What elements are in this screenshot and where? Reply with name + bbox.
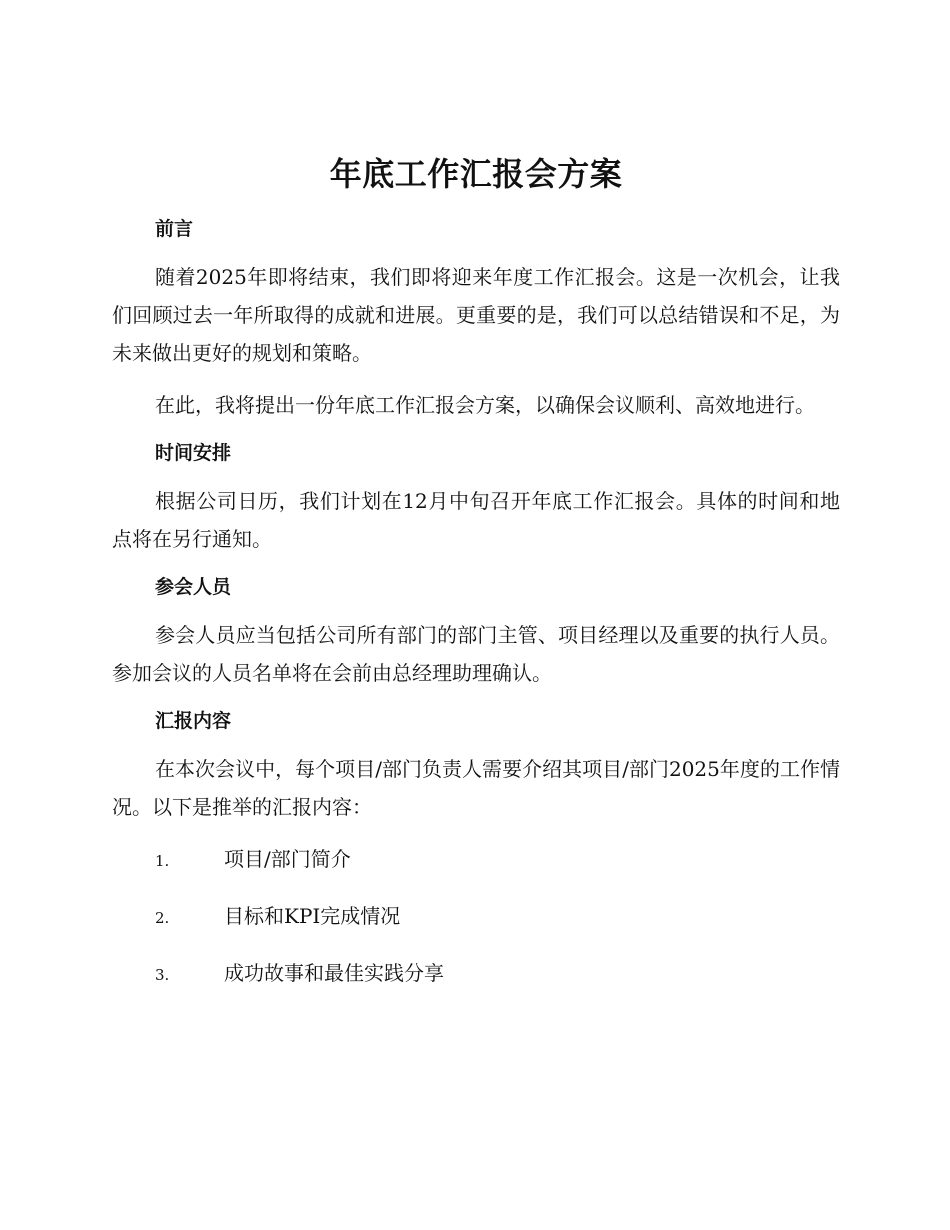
section-schedule [112, 438, 840, 558]
section-heading: 时间安排 [155, 442, 232, 464]
list-item-number: 3. [155, 966, 170, 984]
document-page [112, 148, 840, 1011]
paragraph: 在此，我将提出一份年底工作汇报会方案，以确保会议顺利、高效地进行。 [155, 393, 815, 417]
section-preface [112, 214, 840, 424]
section-heading: 汇报内容 [155, 710, 232, 732]
section-heading: 前言 [155, 218, 194, 240]
list-item-text: 项目/部门简介 [224, 847, 351, 871]
list-item-text: 成功故事和最佳实践分享 [224, 961, 444, 985]
section-report-content [112, 706, 840, 994]
list-item-number: 2. [155, 909, 170, 927]
list-item [112, 954, 840, 994]
report-content-list [112, 840, 840, 994]
document-title: 年底工作汇报会方案 [329, 155, 623, 193]
paragraph: 参会人员应当包括公司所有部门的部门主管、项目经理以及重要的执行人员。参加会议的人员名单将在会前由总经理助理确认。 [112, 623, 840, 685]
list-item-number: 1. [155, 852, 170, 870]
list-item [112, 840, 840, 880]
paragraph: 根据公司日历，我们计划在12月中旬召开年底工作汇报会。具体的时间和地点将在另行通知。 [112, 489, 840, 551]
list-item [112, 897, 840, 937]
section-heading: 参会人员 [155, 576, 232, 598]
paragraph: 随着2025年即将结束，我们即将迎来年度工作汇报会。这是一次机会，让我们回顾过去一年所取得的成就和进展。更重要的是，我们可以总结错误和不足，为未来做出更好的规划和策略。 [112, 265, 840, 365]
paragraph: 在本次会议中，每个项目/部门负责人需要介绍其项目/部门2025年度的工作情况。以下是推举的汇报内容： [112, 757, 840, 819]
list-item-text: 目标和KPI完成情况 [224, 904, 401, 928]
section-attendees [112, 572, 840, 692]
